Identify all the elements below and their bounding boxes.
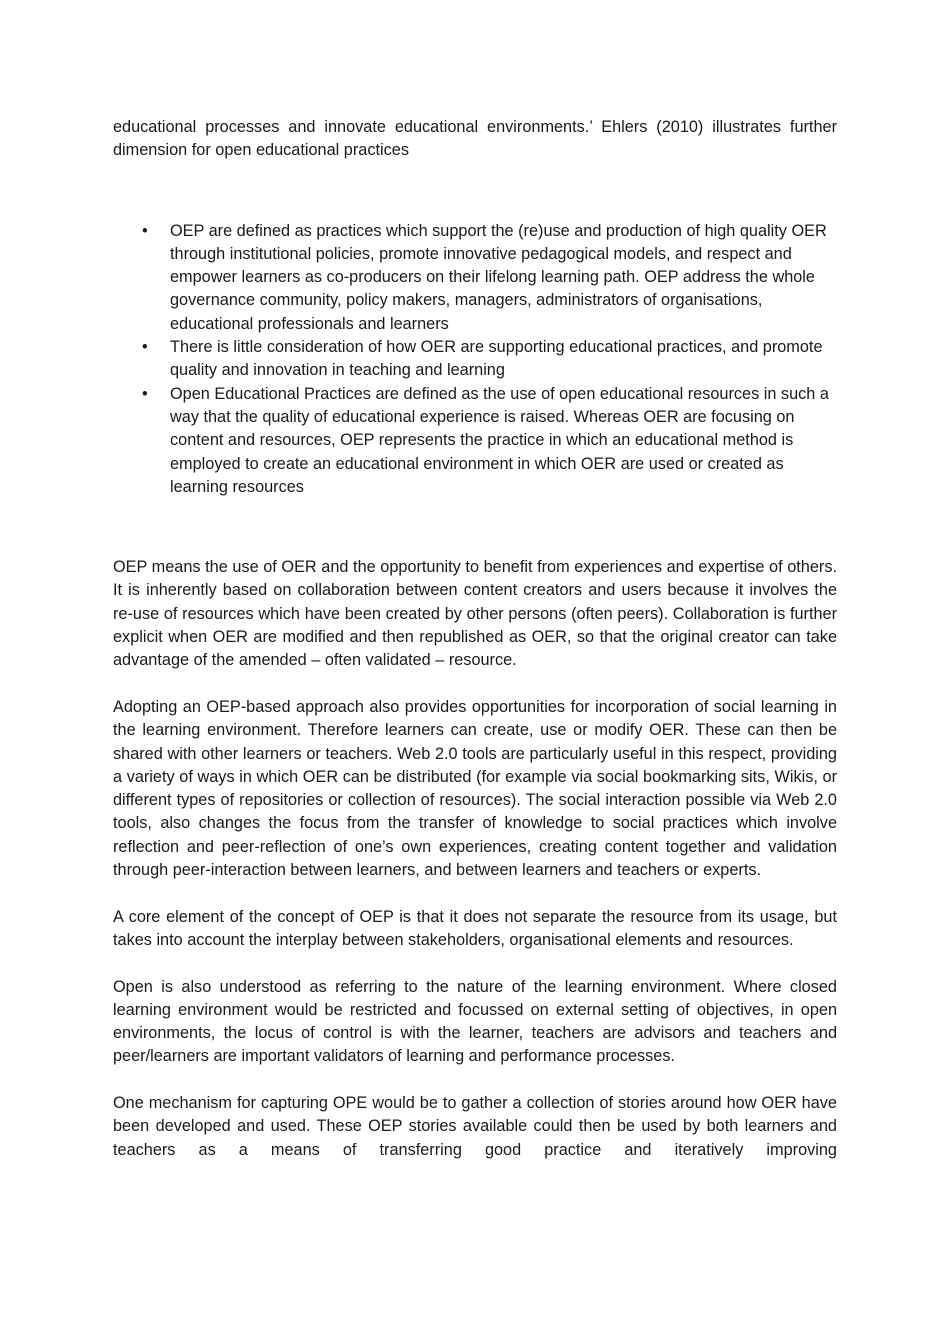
intro-paragraph: educational processes and innovate educational environments.’ Ehlers (2010) illustrates further dimension for open educational practices (113, 118, 837, 160)
bullet-icon: • (142, 338, 148, 357)
list-item (113, 336, 837, 383)
list-item-text: There is little consideration of how OER are supporting educational practices, and promote quality and innovation in teaching and learning (170, 338, 823, 380)
list-item (113, 383, 837, 499)
list-item (113, 220, 837, 336)
body-paragraph: A core element of the concept of OEP is that it does not separate the resource from its usage, but takes into account the interplay between stakeholders, organisational elements and resources. (113, 907, 837, 949)
body-paragraph: One mechanism for capturing OPE would be to gather a collection of stories around how OER have been developed and used. These OEP stories available could then be used by both learners and teachers as a means of transferring good practice and iteratively improving (113, 1093, 837, 1159)
bullet-list (113, 220, 837, 500)
document-page (113, 116, 837, 1162)
bullet-icon: • (142, 221, 148, 240)
list-item-text: Open Educational Practices are defined as the use of open educational resources in such a way that the quality of educational experience is raised. Whereas OER are focusing on content and resources, OEP represents the practice in which an educational method is employed to create an educational environment in which OER are used or created as learning resources (170, 384, 829, 496)
body-paragraph: Open is also understood as referring to the nature of the learning environment. Where closed learning environment would be restricted and focussed on external setting of objectives, in open environments, the locus of control is with the learner, teachers are advisors and teachers and peer/learners are important validators of learning and performance processes. (113, 977, 837, 1066)
body-paragraph: OEP means the use of OER and the opportunity to benefit from experiences and expertise of others. It is inherently based on collaboration between content creators and users because it involves the re-use of resources which have been created by other persons (often peers). Collaboration is further explicit when OER are modified and then republished as OER, so that the original creator can take advantage of the amended – often validated – resource. (113, 558, 837, 670)
body-paragraph: Adopting an OEP-based approach also provides opportunities for incorporation of social learning in the learning environment. Therefore learners can create, use or modify OER. These can then be shared with other learners or teachers. Web 2.0 tools are particularly useful in this respect, providing a variety of ways in which OER can be distributed (for example via social bookmarking sits, Wikis, or different types of repositories or collection of resources). The social interaction possible via Web 2.0 tools, also changes the focus from the transfer of knowledge to social practices which involve reflection and peer-reflection of one’s own experiences, creating content together and validation through peer-interaction between learners, and between learners and teachers or experts. (113, 697, 837, 880)
list-item-text: OEP are defined as practices which support the (re)use and production of high quality OER through institutional policies, promote innovative pedagogical models, and respect and empower learners as co-producers on their lifelong learning path. OEP address the whole governance community, policy makers, managers, administrators of organisations, educational professionals and learners (170, 221, 827, 333)
bullet-icon: • (142, 384, 148, 403)
